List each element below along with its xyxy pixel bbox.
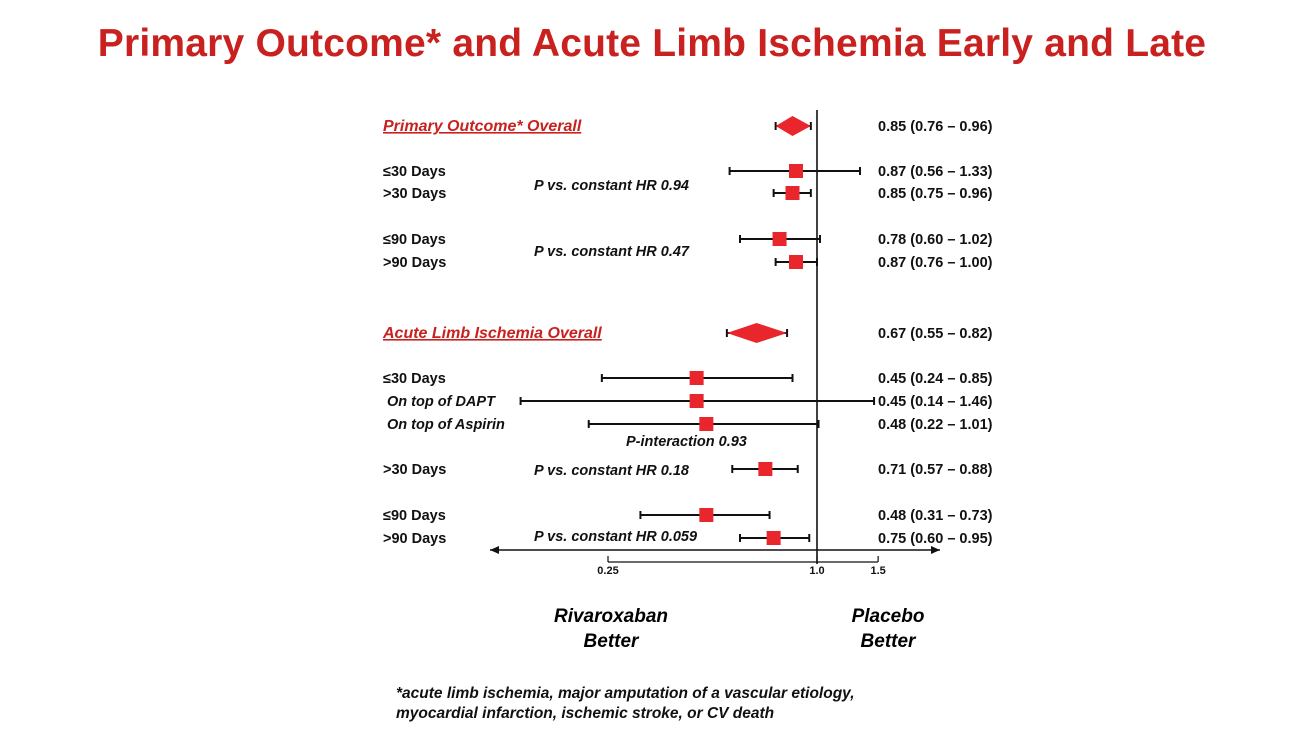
- p-value-annotation: P-interaction 0.93: [626, 434, 747, 450]
- point-estimate-square: [758, 462, 772, 476]
- footnote-line2: myocardial infarction, ischemic stroke, or CV death: [396, 705, 775, 722]
- footnote-line1: *acute limb ischemia, major amputation of a vascular etiology,: [396, 685, 855, 702]
- rivaroxaban-better-label: [501, 604, 721, 654]
- hazard-ratio-text: 0.48 (0.22 – 1.01): [878, 417, 993, 433]
- placebo-better-label: [778, 604, 998, 654]
- row-label: ≤90 Days: [383, 508, 446, 524]
- point-estimate-diamond: [727, 323, 787, 343]
- row-label: ≤90 Days: [383, 232, 446, 248]
- hazard-ratio-text: 0.85 (0.75 – 0.96): [878, 186, 993, 202]
- left-side-line2: Better: [583, 631, 639, 652]
- p-value-annotation: P vs. constant HR 0.47: [534, 244, 689, 260]
- row-label: >30 Days: [383, 462, 447, 478]
- point-estimate-square: [690, 394, 704, 408]
- point-estimate-diamond: [776, 116, 811, 136]
- right-side-line2: Better: [860, 631, 916, 652]
- subgroup-label: On top of DAPT: [387, 394, 495, 410]
- row-label: >30 Days: [383, 186, 447, 202]
- row-label: ≤30 Days: [383, 371, 446, 387]
- p-value-annotation: P vs. constant HR 0.18: [534, 463, 689, 479]
- hazard-ratio-text: 0.87 (0.56 – 1.33): [878, 164, 993, 180]
- hazard-ratio-text: 0.48 (0.31 – 0.73): [878, 508, 993, 524]
- point-estimate-square: [789, 255, 803, 269]
- point-estimate-square: [699, 417, 713, 431]
- hazard-ratio-text: 0.85 (0.76 – 0.96): [878, 119, 993, 135]
- hazard-ratio-text: 0.67 (0.55 – 0.82): [878, 326, 993, 342]
- x-tick-label: 0.25: [597, 565, 619, 577]
- x-axis-arrow-right: [931, 546, 940, 554]
- p-value-annotation: P vs. constant HR 0.059: [534, 529, 698, 545]
- hazard-ratio-text: 0.71 (0.57 – 0.88): [878, 462, 993, 478]
- x-tick-label: 1.5: [870, 565, 886, 577]
- left-side-line1: Rivaroxaban: [553, 606, 669, 627]
- p-value-annotation: P vs. constant HR 0.94: [534, 178, 689, 194]
- row-label: >90 Days: [383, 255, 447, 271]
- point-estimate-square: [789, 164, 803, 178]
- hazard-ratio-text: 0.45 (0.24 – 0.85): [878, 371, 993, 387]
- point-estimate-square: [690, 371, 704, 385]
- row-label: >90 Days: [383, 531, 447, 547]
- x-axis-arrow-left: [490, 546, 499, 554]
- hazard-ratio-text: 0.78 (0.60 – 1.02): [878, 232, 993, 248]
- section-header: Acute Limb Ischemia Overall: [383, 325, 602, 342]
- x-tick-label: 1.0: [809, 565, 825, 577]
- section-header: Primary Outcome* Overall: [383, 118, 582, 135]
- hazard-ratio-text: 0.45 (0.14 – 1.46): [878, 394, 993, 410]
- right-side-line1: Placebo: [851, 606, 925, 627]
- hazard-ratio-text: 0.87 (0.76 – 1.00): [878, 255, 993, 271]
- row-label: ≤30 Days: [383, 164, 446, 180]
- slide-title: Primary Outcome* and Acute Limb Ischemia Early and Late: [97, 22, 1207, 65]
- hazard-ratio-text: 0.75 (0.60 – 0.95): [878, 531, 993, 547]
- footnote: [396, 684, 1096, 724]
- point-estimate-square: [699, 508, 713, 522]
- point-estimate-square: [767, 531, 781, 545]
- point-estimate-square: [785, 186, 799, 200]
- point-estimate-square: [773, 232, 787, 246]
- subgroup-label: On top of Aspirin: [387, 417, 505, 433]
